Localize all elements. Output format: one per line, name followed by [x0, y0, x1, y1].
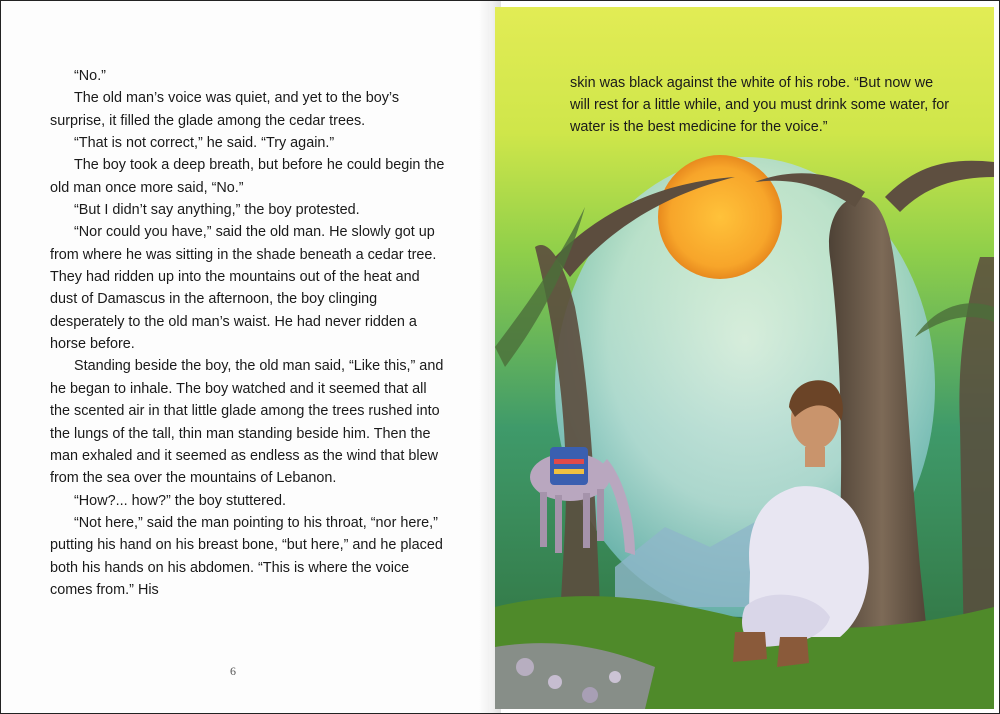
story-text — [50, 65, 450, 601]
paragraph: The boy took a deep breath, but before he could begin the old man once more said, “No.” — [50, 157, 445, 196]
stone — [609, 671, 621, 683]
paragraph: “Not here,” said the man pointing to his throat, “nor here,” putting his hand on his breast bone, “but here,” and he placed both his hands on his abdomen. “This is where the voice comes from.” His — [50, 514, 443, 598]
left-page — [1, 1, 489, 714]
paragraph: Standing beside the boy, the old man said, “Like this,” and he began to inhale. The boy watched and it seemed that all the scented air in that little glade among the trees rushed into the lungs of the tall, thin man standing beside him. Then the man exhaled and it seemed as endless as the wind that blew from the sea over the mountains of Lebanon. — [50, 358, 444, 487]
paragraph: The old man’s voice was quiet, and yet to the boy’s surprise, it filled the glade among the cedar trees. — [50, 90, 400, 129]
page-number: 6 — [230, 664, 236, 678]
paragraph: “Nor could you have,” said the old man. He slowly got up from where he was sitting in the shade beneath a cedar tree. They had ridden up into the mountains out of the heat and dust of Damascus in the afternoon, the boy clinging desperately to the old man’s waist. He had never ridden a horse before. — [50, 224, 437, 353]
paragraph: “No.” — [74, 68, 106, 84]
stone — [516, 658, 534, 676]
illustration-page — [495, 7, 994, 709]
stone — [548, 675, 562, 689]
paragraph: “How?... how?” the boy stuttered. — [74, 492, 286, 509]
stone — [582, 687, 598, 703]
paragraph: “That is not correct,” he said. “Try again.” — [74, 135, 335, 152]
sun — [658, 155, 782, 279]
caption-text: skin was black against the white of his robe. “But now we will rest for a little while, and you must drink some water, for water is the best medicine for the voice.” — [570, 75, 950, 136]
paragraph: “But I didn’t say anything,” the boy protested. — [74, 202, 360, 219]
